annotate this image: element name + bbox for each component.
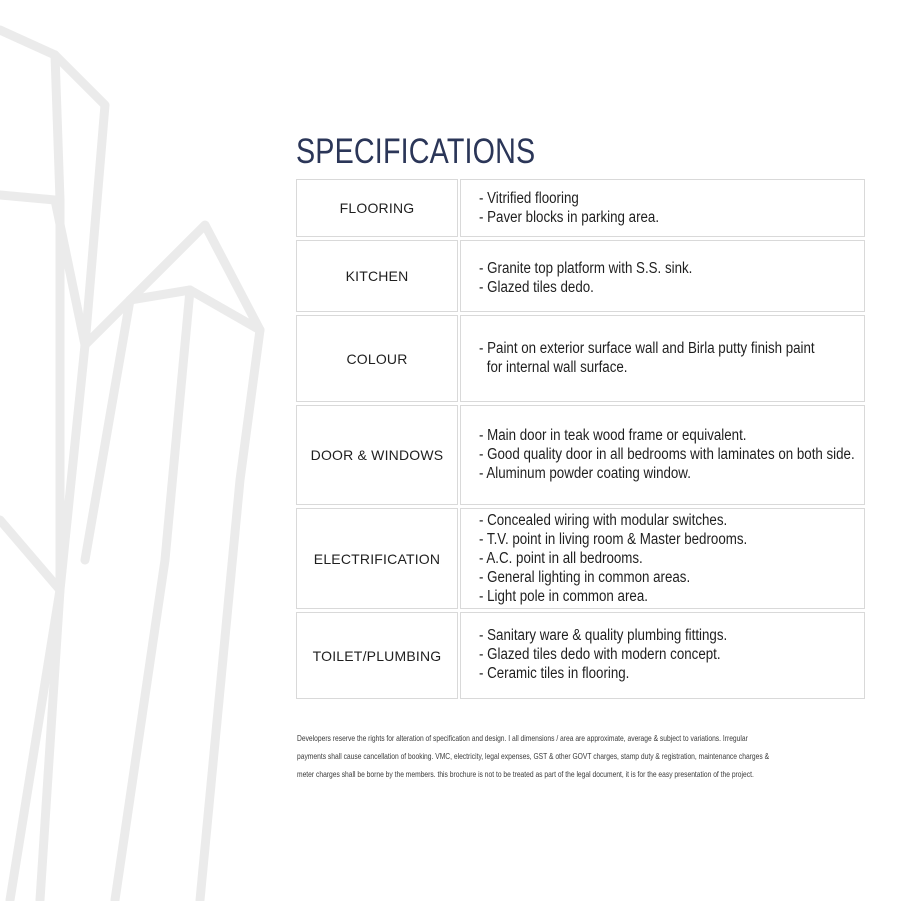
spec-line: - Paver blocks in parking area.: [479, 209, 660, 226]
spec-line: - Paint on exterior surface wall and Birla putty finish paint: [479, 340, 815, 357]
spec-line: - Granite top platform with S.S. sink.: [479, 260, 693, 277]
spec-label-cell: [296, 508, 458, 609]
spec-label: COLOUR: [346, 350, 408, 367]
spec-label-cell: [296, 240, 458, 312]
spec-label-cell: [296, 179, 458, 237]
spec-row-door-windows: [296, 405, 865, 505]
spec-description-cell: [460, 508, 865, 609]
spec-line: - Ceramic tiles in flooring.: [479, 665, 630, 682]
spec-line: - Concealed wiring with modular switches.: [479, 512, 728, 529]
spec-line: - Light pole in common area.: [479, 588, 648, 605]
spec-row-colour: [296, 315, 865, 402]
spec-line: - Vitrified flooring: [479, 190, 579, 207]
spec-line: - Sanitary ware & quality plumbing fittings.: [479, 627, 728, 644]
spec-label: TOILET/PLUMBING: [312, 647, 442, 664]
spec-row-electrification: [296, 508, 865, 609]
spec-row-kitchen: [296, 240, 865, 312]
spec-description-cell: [460, 405, 865, 505]
spec-line: - Glazed tiles dedo.: [479, 279, 594, 296]
spec-line: - Main door in teak wood frame or equivalent.: [479, 427, 747, 444]
spec-label: DOOR & WINDOWS: [310, 447, 444, 463]
spec-row-toilet-plumbing: [296, 612, 865, 699]
spec-line: - Good quality door in all bedrooms with laminates on both side.: [479, 446, 855, 463]
spec-label-cell: [296, 315, 458, 402]
spec-row-flooring: [296, 179, 865, 237]
spec-label-cell: [296, 405, 458, 505]
legal-disclaimer: [297, 729, 864, 783]
spec-label: FLOORING: [339, 200, 415, 216]
page-title: SPECIFICATIONS: [296, 132, 536, 171]
disclaimer-line: meter charges shall be borne by the members. this brochure is not to be treated as part of the legal document, it is for the easy presentation of the project.: [297, 769, 754, 779]
spec-line: - Aluminum powder coating window.: [479, 465, 691, 482]
specifications-table: [296, 179, 865, 702]
spec-line: - Glazed tiles dedo with modern concept.: [479, 646, 721, 663]
spec-description-cell: [460, 240, 865, 312]
spec-description-cell: [460, 612, 865, 699]
disclaimer-line: payments shall cause cancellation of booking. VMC, electricity, legal expenses, GST & other GOVT charges, stamp duty & registration, maintenance charges &: [297, 751, 770, 761]
spec-line: - T.V. point in living room & Master bedrooms.: [479, 531, 748, 548]
spec-line: for internal wall surface.: [486, 359, 628, 376]
spec-description-cell: [460, 315, 865, 402]
spec-label: ELECTRIFICATION: [313, 550, 441, 567]
spec-description-cell: [460, 179, 865, 237]
spec-line: - General lighting in common areas.: [479, 569, 691, 586]
disclaimer-line: Developers reserve the rights for alteration of specification and design. I all dimensions / area are approximate, average & subject to variations. Irregular: [297, 733, 748, 743]
spec-label-cell: [296, 612, 458, 699]
spec-label: KITCHEN: [345, 268, 409, 284]
spec-line: - A.C. point in all bedrooms.: [479, 550, 643, 567]
